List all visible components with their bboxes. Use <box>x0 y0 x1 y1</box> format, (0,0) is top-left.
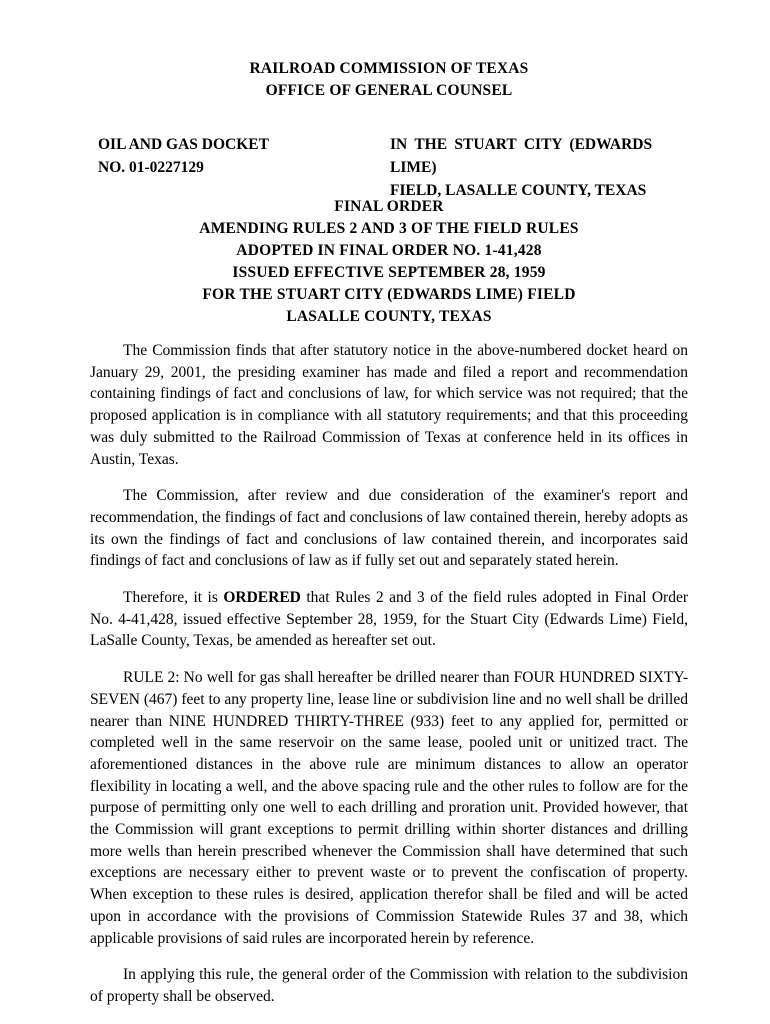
order-title-line-3: ADOPTED IN FINAL ORDER NO. 1-41,428 <box>236 242 542 259</box>
docket-field-line-2: FIELD, LASALLE COUNTY, TEXAS <box>390 182 647 199</box>
docket-number: NO. 01-0227129 <box>98 159 204 176</box>
order-title-line-4: ISSUED EFFECTIVE SEPTEMBER 28, 1959 <box>232 264 546 281</box>
paragraph-subdivision: In applying this rule, the general order of the Commission with relation to the subdivision of property shall be observed. <box>90 966 688 1005</box>
ordered-suffix-text: that Rules 2 and 3 of the field rules adopted in Final Order No. 4-41,428, issued effective September 28, 1959, for the Stuart City (Edwards Lime) Field, LaSalle County, Texas, be amended as hereafter set out. <box>90 589 688 650</box>
order-title-line-1: FINAL ORDER <box>334 198 444 215</box>
header-agency-line: RAILROAD COMMISSION OF TEXAS <box>249 60 529 77</box>
order-title-line-5: FOR THE STUART CITY (EDWARDS LIME) FIELD <box>202 286 576 303</box>
ordered-keyword: ORDERED <box>223 589 301 607</box>
docket-block <box>90 133 688 199</box>
header-office-line: OFFICE OF GENERAL COUNSEL <box>265 82 513 99</box>
docket-field-line-1: IN THE STUART CITY (EDWARDS LIME) <box>390 136 653 176</box>
order-title-line-2: AMENDING RULES 2 AND 3 OF THE FIELD RULES <box>199 220 579 237</box>
docket-label: OIL AND GAS DOCKET <box>98 136 269 153</box>
paragraph-adoption: The Commission, after review and due consideration of the examiner's report and recommendation, the findings of fact and conclusions of law contained therein, hereby adopts as its own the findings of fact and conclusions of law contained therein, and incorporates said findings of fact and conclusions of law as if fully set out and separately stated herein. <box>90 487 688 570</box>
paragraph-findings: The Commission finds that after statutory notice in the above-numbered docket heard on January 29, 2001, the presiding examiner has made and filed a report and recommendation containing findings of fact and conclusions of law, for which service was not required; that the proposed application is in compliance with all statutory requirements; and that this proceeding was duly submitted to the Railroad Commission of Texas at conference held in its offices in Austin, Texas. <box>90 342 688 468</box>
ordered-prefix-text: Therefore, it is <box>123 589 224 607</box>
paragraph-rule-2: RULE 2: No well for gas shall hereafter be drilled nearer than FOUR HUNDRED SIXTY-SEVEN (467) feet to any property line, lease line or subdivision line and no well shall be drilled nearer than NINE HUNDRED THIRTY-THREE (933) feet to any applied for, permitted or completed well in the same reservoir on the same lease, pooled unit or unitized tract. The aforementioned distances in the above rule are minimum distances to allow an operator flexibility in locating a well, and the above spacing rule and the other rules to follow are for the purpose of permitting only one well to each drilling and proration unit. Provided however, that the Commission will grant exceptions to permit drilling within shorter distances and drilling more wells than herein prescribed whenever the Commission shall have determined that such exceptions are necessary either to prevent waste or to prevent the confiscation of property. When exception to these rules is desired, application therefor shall be filed and will be acted upon in accordance with the provisions of Commission Statewide Rules 37 and 38, which applicable provisions of said rules are incorporated herein by reference. <box>90 669 688 947</box>
order-title-line-6: LASALLE COUNTY, TEXAS <box>286 308 492 325</box>
paragraph-ordered <box>90 587 688 652</box>
docket-field-block <box>390 133 688 202</box>
document-header <box>90 58 688 102</box>
order-title-block <box>90 196 688 328</box>
